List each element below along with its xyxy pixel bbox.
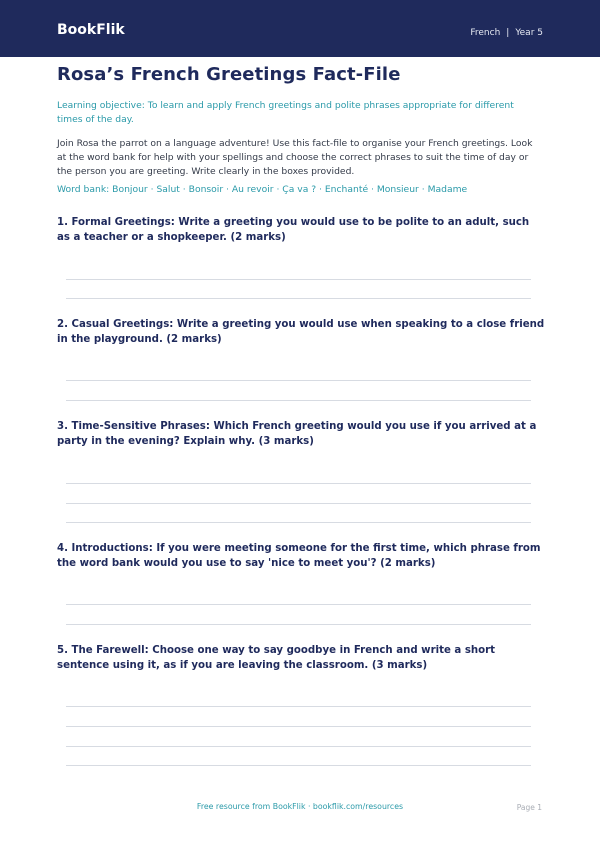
answer-line[interactable] — [66, 400, 531, 401]
answer-line[interactable] — [66, 624, 531, 625]
answer-line[interactable] — [66, 604, 531, 605]
subject-label: French — [470, 28, 501, 38]
question-2: 2. Casual Greetings: Write a greeting you would use when speaking to a close friend in the playground. (2 marks) — [57, 319, 545, 345]
year-label: Year 5 — [515, 28, 543, 38]
subject-year-label — [470, 28, 543, 38]
word-bank: Word bank: Bonjour · Salut · Bonsoir · Au revoir · Ça va ? · Enchanté · Monsieur · Madame — [57, 184, 468, 195]
question-5: 5. The Farewell: Choose one way to say goodbye in French and write a short sentence using it, as if you are leaving the classroom. (3 marks) — [57, 645, 496, 671]
answer-line[interactable] — [66, 279, 531, 280]
answer-line[interactable] — [66, 483, 531, 484]
page-number: Page 1 — [516, 803, 542, 812]
learning-objective: Learning objective: To learn and apply French greetings and polite phrases appropriate for different times of the day. — [57, 100, 514, 125]
answer-line[interactable] — [66, 298, 531, 299]
intro-paragraph: Join Rosa the parrot on a language adventure! Use this fact-file to organise your French greetings. Look at the word bank for help with your spellings and choose the correct phrases to suit the time of day or the person you are greeting. Write clearly in the boxes provided. — [57, 138, 533, 177]
answer-line[interactable] — [66, 380, 531, 381]
answer-line[interactable] — [66, 522, 531, 523]
page-header — [0, 0, 600, 57]
answer-line[interactable] — [66, 706, 531, 707]
meta-separator: | — [506, 28, 510, 38]
question-3: 3. Time-Sensitive Phrases: Which French greeting would you use if you arrived at a party in the evening? Explain why. (3 marks) — [57, 421, 537, 447]
answer-line[interactable] — [66, 746, 531, 747]
answer-line[interactable] — [66, 726, 531, 727]
answer-line[interactable] — [66, 765, 531, 766]
brand-logo: BookFlik — [57, 22, 125, 38]
question-1: 1. Formal Greetings: Write a greeting you would use to be polite to an adult, such as a teacher or a shopkeeper. (2 marks) — [57, 217, 530, 243]
question-4: 4. Introductions: If you were meeting someone for the first time, which phrase from the word bank would you use to say 'nice to meet you'? (2 marks) — [57, 543, 541, 569]
page-title: Rosa’s French Greetings Fact-File — [57, 64, 401, 85]
footer-link[interactable]: Free resource from BookFlik · bookflik.com/resources — [196, 802, 404, 811]
answer-line[interactable] — [66, 503, 531, 504]
